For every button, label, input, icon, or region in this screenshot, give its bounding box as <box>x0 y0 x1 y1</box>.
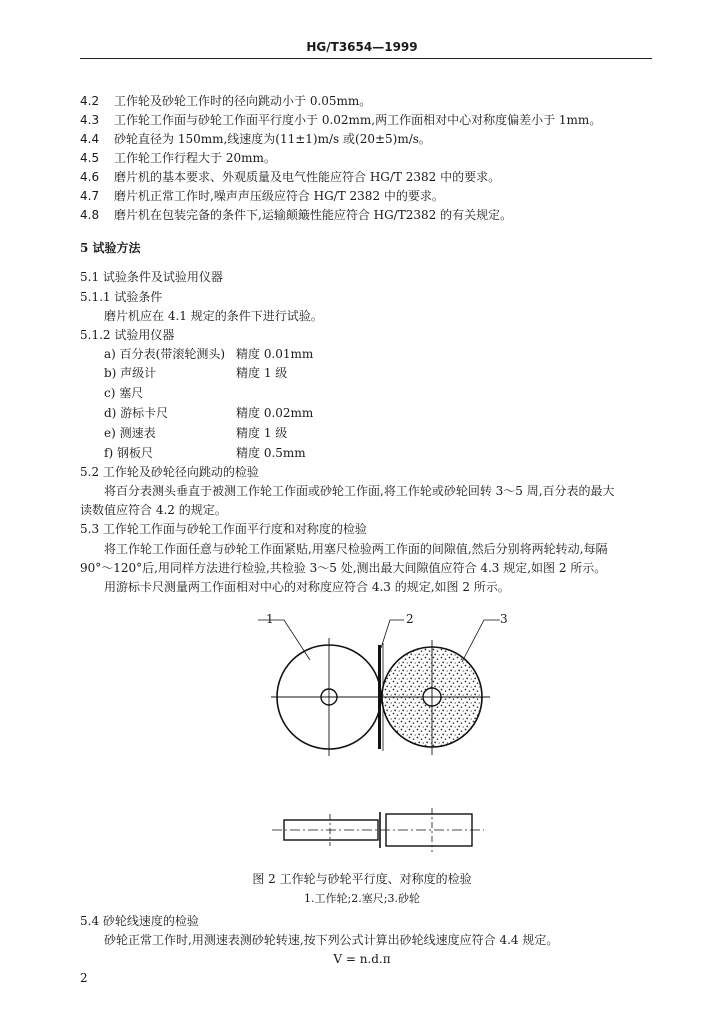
instrument-name: b) 声级计 <box>104 366 157 380</box>
paragraph: 磨片机应在 4.1 规定的条件下进行试验。 <box>104 309 323 323</box>
item-text: 工作轮工作面与砂轮工作面平行度小于 0.02mm,两工作面相对中心对称度偏差小于 1mm。 <box>114 113 602 127</box>
section-heading: 5 试验方法 <box>80 241 141 255</box>
instrument-spec: 精度 0.5mm <box>236 446 306 460</box>
subsection-heading: 5.1.1 试验条件 <box>80 290 163 304</box>
item-text: 磨片机的基本要求、外观质量及电气性能应符合 HG/T 2382 中的要求。 <box>114 170 501 184</box>
figure-label-3: 3 <box>500 612 508 626</box>
item-number: 4.6 <box>80 170 100 184</box>
subsection-heading: 5.4 砂轮线速度的检验 <box>80 914 199 928</box>
item-number: 4.2 <box>80 94 100 108</box>
item-number: 4.7 <box>80 189 100 203</box>
item-text: 磨片机正常工作时,噪声声压级应符合 HG/T 2382 中的要求。 <box>114 189 444 203</box>
subsection-heading: 5.2 工作轮及砂轮径向跳动的检验 <box>80 465 259 479</box>
instrument-spec: 精度 1 级 <box>236 426 288 440</box>
subsection-heading: 5.3 工作轮工作面与砂轮工作面平行度和对称度的检验 <box>80 522 367 536</box>
item-text: 磨片机在包装完备的条件下,运输颠簸性能应符合 HG/T2382 的有关规定。 <box>114 208 513 222</box>
item-number: 4.5 <box>80 151 100 165</box>
instrument-name: d) 游标卡尺 <box>104 406 169 420</box>
instrument-spec: 精度 0.02mm <box>236 406 314 420</box>
paragraph: 用游标卡尺测量两工作面相对中心的对称度应符合 4.3 的规定,如图 2 所示。 <box>104 580 510 594</box>
side-view <box>272 808 484 852</box>
document-code-header: HG/T3654—1999 <box>306 40 418 54</box>
item-text: 工作轮工作行程大于 20mm。 <box>114 151 276 165</box>
paragraph: 读数值应符合 4.2 的规定。 <box>80 503 227 517</box>
figure-legend: 1.工作轮;2.塞尺;3.砂轮 <box>304 892 420 905</box>
instrument-name: c) 塞尺 <box>104 386 144 400</box>
instrument-spec: 精度 0.01mm <box>236 347 314 361</box>
instrument-name: e) 测速表 <box>104 426 156 440</box>
figure-label-2: 2 <box>406 612 414 626</box>
figure-caption: 图 2 工作轮与砂轮平行度、对称度的检验 <box>252 872 472 886</box>
item-number: 4.3 <box>80 113 100 127</box>
paragraph: 砂轮正常工作时,用测速表测砂轮转速,按下列公式计算出砂轮线速度应符合 4.4 规定。 <box>104 933 559 947</box>
item-number: 4.8 <box>80 208 100 222</box>
formula: V = n.d.π <box>333 952 391 966</box>
instrument-spec: 精度 1 级 <box>236 366 288 380</box>
subsection-heading: 5.1.2 试验用仪器 <box>80 328 175 342</box>
paragraph: 将工作轮工作面任意与砂轮工作面紧贴,用塞尺检验两工作面的间隙值,然后分别将两轮转动,每隔 <box>104 542 608 556</box>
item-text: 砂轮直径为 150mm,线速度为(11±1)m/s 或(20±5)m/s。 <box>114 132 431 146</box>
page-number: 2 <box>80 971 88 985</box>
figure-label-1: 1 <box>266 612 274 626</box>
work-wheel <box>271 638 388 756</box>
paragraph: 90°～120°后,用同样方法进行检验,共检验 3～5 处,测出最大间隙值应符合 4.3 规定,如图 2 所示。 <box>80 561 607 575</box>
subsection-heading: 5.1 试验条件及试验用仪器 <box>80 270 223 284</box>
item-number: 4.4 <box>80 132 100 146</box>
item-text: 工作轮及砂轮工作时的径向跳动小于 0.05mm。 <box>114 94 372 108</box>
instrument-name: a) 百分表(带滚轮测头) <box>104 347 226 361</box>
grinding-wheel <box>376 640 490 755</box>
paragraph: 将百分表测头垂直于被测工作轮工作面或砂轮工作面,将工作轮或砂轮回转 3～5 周,百分表的最大 <box>104 484 615 498</box>
instrument-name: f) 钢板尺 <box>104 446 153 460</box>
